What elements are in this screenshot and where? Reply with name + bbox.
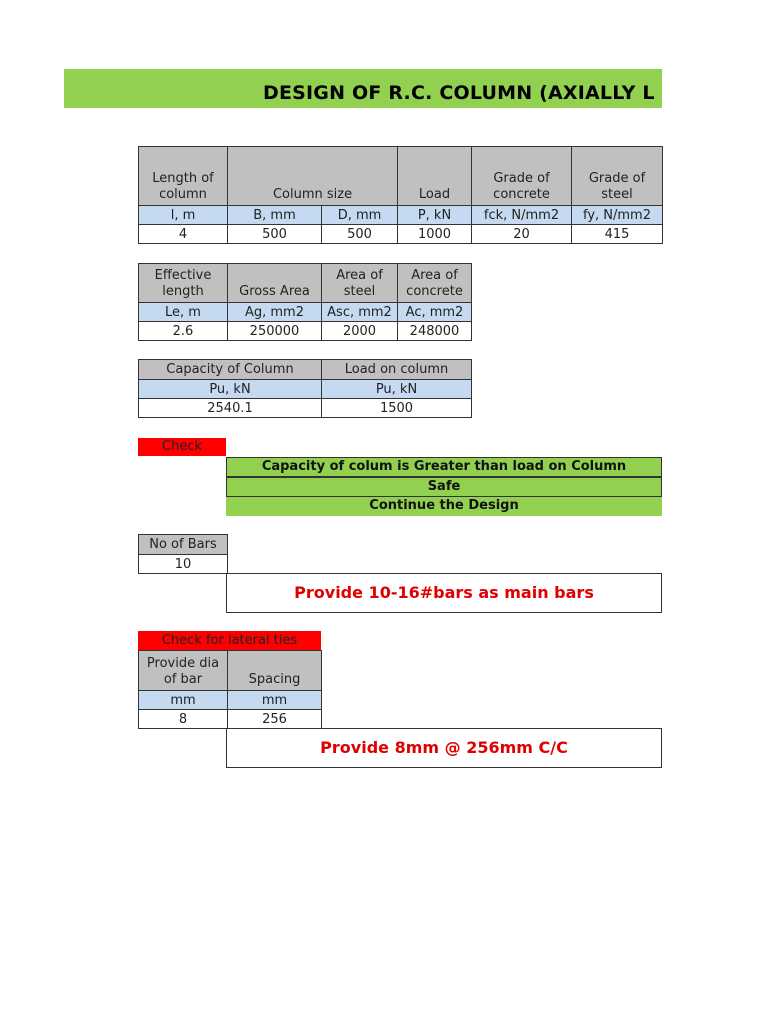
bars-table (138, 534, 228, 574)
unit-cell: P, kN (398, 206, 472, 225)
unit-cell: B, mm (228, 206, 322, 225)
header-area-concrete: Area of concrete (398, 264, 472, 303)
unit-cell: fy, N/mm2 (572, 206, 663, 225)
header-area-steel: Area of steel (322, 264, 398, 303)
header-gross-area: Gross Area (228, 264, 322, 303)
unit-cell: mm (228, 691, 322, 710)
safe-status: Safe (226, 477, 662, 497)
ties-table (138, 650, 322, 729)
header-load: Load (398, 147, 472, 206)
value-cell-asc[interactable]: 2000 (322, 322, 398, 341)
header-grade-steel: Grade of steel (572, 147, 663, 206)
value-cell-load-on-column[interactable]: 1500 (322, 399, 472, 418)
value-cell-le[interactable]: 2.6 (139, 322, 228, 341)
unit-cell: Pu, kN (322, 380, 472, 399)
unit-cell: Asc, mm2 (322, 303, 398, 322)
unit-cell: mm (139, 691, 228, 710)
check-result-line: Capacity of colum is Greater than load on Column (226, 457, 662, 477)
unit-cell: l, m (139, 206, 228, 225)
unit-cell: Ag, mm2 (228, 303, 322, 322)
value-cell-ac[interactable]: 248000 (398, 322, 472, 341)
value-cell-no-of-bars[interactable]: 10 (139, 555, 228, 574)
lateral-ties-result (226, 728, 662, 768)
capacity-table (138, 359, 472, 418)
value-cell-dia[interactable]: 8 (139, 710, 228, 729)
value-cell-ag[interactable]: 250000 (228, 322, 322, 341)
unit-cell: Le, m (139, 303, 228, 322)
value-cell-spacing[interactable]: 256 (228, 710, 322, 729)
header-length: Length of column (139, 147, 228, 206)
header-capacity: Capacity of Column (139, 360, 322, 380)
header-grade-concrete: Grade of concrete (472, 147, 572, 206)
value-cell-fy[interactable]: 415 (572, 225, 663, 244)
check-label: Check (138, 438, 226, 456)
value-cell-load[interactable]: 1000 (398, 225, 472, 244)
input-table (138, 146, 663, 244)
main-bars-result (226, 573, 662, 613)
value-cell-b[interactable]: 500 (228, 225, 322, 244)
header-load-on-column: Load on column (322, 360, 472, 380)
value-cell-d[interactable]: 500 (322, 225, 398, 244)
area-table (138, 263, 472, 341)
value-cell-capacity[interactable]: 2540.1 (139, 399, 322, 418)
lateral-ties-label: Check for lateral ties (138, 631, 321, 650)
title-bar (64, 69, 662, 108)
header-effective-length: Effective length (139, 264, 228, 303)
unit-cell: D, mm (322, 206, 398, 225)
page-title: DESIGN OF R.C. COLUMN (AXIALLY L (263, 82, 655, 104)
lateral-ties-result-text: Provide 8mm @ 256mm C/C (320, 738, 568, 757)
value-cell-fck[interactable]: 20 (472, 225, 572, 244)
header-no-of-bars: No of Bars (139, 535, 228, 555)
header-column-size: Column size (228, 147, 398, 206)
header-dia-of-bar: Provide dia of bar (139, 651, 228, 691)
unit-cell: fck, N/mm2 (472, 206, 572, 225)
header-spacing: Spacing (228, 651, 322, 691)
unit-cell: Pu, kN (139, 380, 322, 399)
value-cell-length[interactable]: 4 (139, 225, 228, 244)
continue-design-line: Continue the Design (226, 497, 662, 516)
main-bars-result-text: Provide 10-16#bars as main bars (294, 583, 594, 602)
unit-cell: Ac, mm2 (398, 303, 472, 322)
